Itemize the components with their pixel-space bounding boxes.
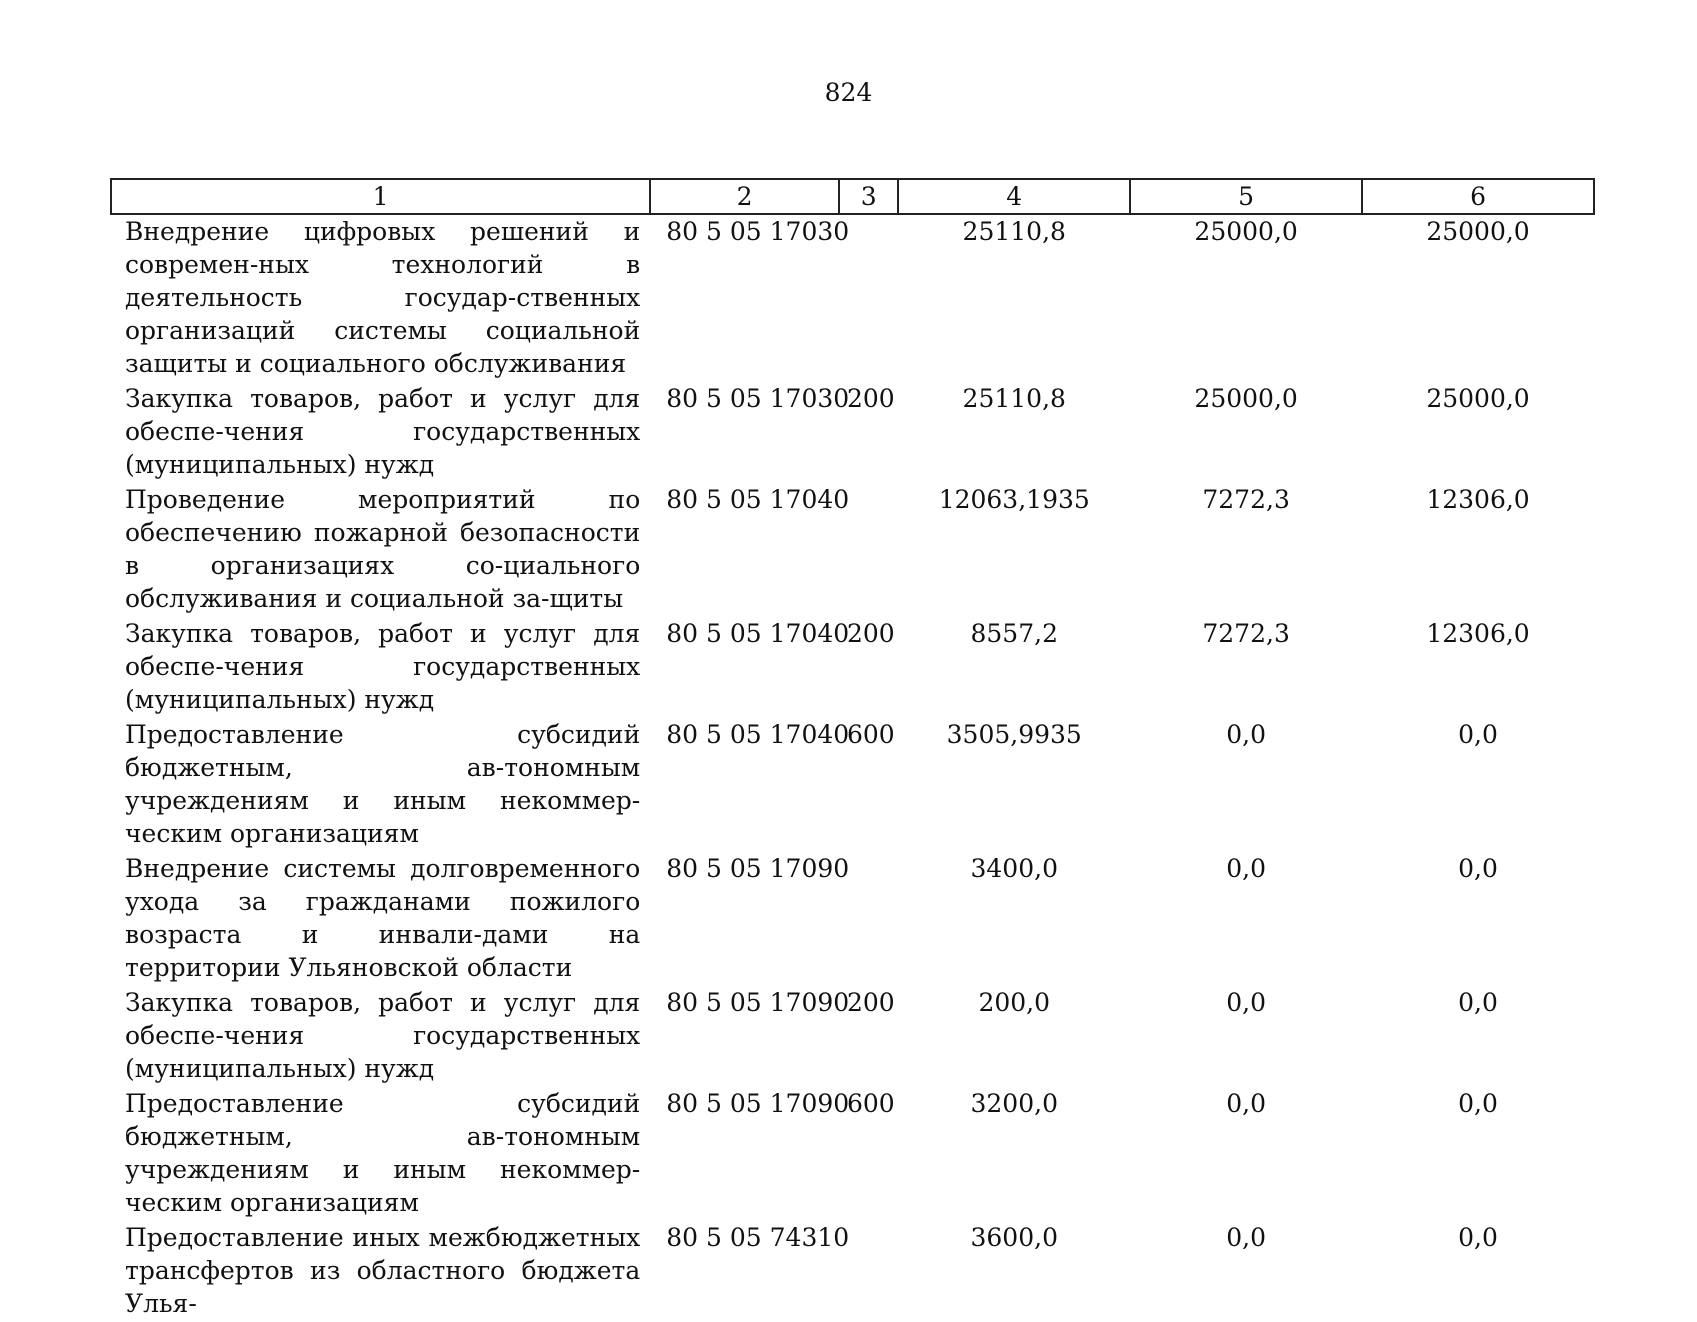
row-description: Предоставление субсидий бюджетным, ав-тономным учреждениям и иным некоммер-ческим организациям bbox=[125, 720, 641, 848]
table-row bbox=[111, 986, 1594, 1087]
row-value-6: 12306,0 bbox=[1426, 619, 1530, 648]
row-value-6: 0,0 bbox=[1458, 720, 1498, 749]
row-value-4: 25110,8 bbox=[962, 384, 1066, 413]
row-value-4: 3505,9935 bbox=[946, 720, 1082, 749]
table-row bbox=[111, 1221, 1594, 1322]
row-code: 80 5 05 17040 bbox=[666, 720, 850, 749]
row-value-4: 3400,0 bbox=[970, 854, 1058, 883]
row-value-6: 12306,0 bbox=[1426, 485, 1530, 514]
column-header: 1 bbox=[111, 179, 650, 214]
row-description: Внедрение системы долговременного ухода за гражданами пожилого возраста и инвали-дами на территории Ульяновской области bbox=[125, 854, 641, 982]
column-header: 5 bbox=[1130, 179, 1362, 214]
row-value-6: 0,0 bbox=[1458, 988, 1498, 1017]
row-value-6: 25000,0 bbox=[1426, 217, 1530, 246]
row-code: 80 5 05 17030 bbox=[666, 217, 850, 246]
row-value-5: 0,0 bbox=[1226, 720, 1266, 749]
row-code: 80 5 05 17090 bbox=[666, 854, 850, 883]
row-description: Закупка товаров, работ и услуг для обеспе-чения государственных (муниципальных) нужд bbox=[125, 988, 641, 1083]
row-value-5: 0,0 bbox=[1226, 1089, 1266, 1118]
table-row bbox=[111, 617, 1594, 718]
column-header: 3 bbox=[839, 179, 898, 214]
row-value-4: 12063,1935 bbox=[938, 485, 1090, 514]
table-row bbox=[111, 852, 1594, 986]
row-description: Предоставление иных межбюджетных трансфертов из областного бюджета Улья- bbox=[125, 1223, 641, 1318]
column-header: 2 bbox=[650, 179, 839, 214]
row-code: 80 5 05 17040 bbox=[666, 619, 850, 648]
table-header-row bbox=[111, 179, 1594, 214]
row-value-6: 0,0 bbox=[1458, 1089, 1498, 1118]
row-description: Проведение мероприятий по обеспечению пожарной безопасности в организациях со-циального обслуживания и социальной за-щиты bbox=[125, 485, 641, 613]
row-value-4: 8557,2 bbox=[970, 619, 1058, 648]
budget-table bbox=[110, 178, 1595, 1322]
row-type: 600 bbox=[847, 1089, 895, 1118]
row-description: Закупка товаров, работ и услуг для обеспе-чения государственных (муниципальных) нужд bbox=[125, 384, 641, 479]
row-code: 80 5 05 17040 bbox=[666, 485, 850, 514]
column-header: 4 bbox=[898, 179, 1130, 214]
table-row bbox=[111, 483, 1594, 617]
budget-table-container bbox=[110, 178, 1595, 1322]
row-value-5: 0,0 bbox=[1226, 1223, 1266, 1252]
row-code: 80 5 05 74310 bbox=[666, 1223, 850, 1252]
row-code: 80 5 05 17030 bbox=[666, 384, 850, 413]
row-description: Внедрение цифровых решений и современ-ных технологий в деятельность государ-ственных организаций системы социальной защиты и социального обслуживания bbox=[125, 217, 641, 378]
row-description: Закупка товаров, работ и услуг для обеспе-чения государственных (муниципальных) нужд bbox=[125, 619, 641, 714]
row-value-5: 25000,0 bbox=[1194, 217, 1298, 246]
row-value-6: 0,0 bbox=[1458, 854, 1498, 883]
column-header: 6 bbox=[1362, 179, 1594, 214]
row-type: 200 bbox=[847, 619, 895, 648]
row-value-5: 7272,3 bbox=[1202, 619, 1290, 648]
row-code: 80 5 05 17090 bbox=[666, 988, 850, 1017]
table-row bbox=[111, 718, 1594, 852]
row-description: Предоставление субсидий бюджетным, ав-тономным учреждениям и иным некоммер-ческим организациям bbox=[125, 1089, 641, 1217]
page-number: 824 bbox=[824, 78, 873, 107]
row-value-6: 25000,0 bbox=[1426, 384, 1530, 413]
row-value-5: 0,0 bbox=[1226, 988, 1266, 1017]
row-value-4: 200,0 bbox=[978, 988, 1051, 1017]
row-code: 80 5 05 17090 bbox=[666, 1089, 850, 1118]
row-value-5: 25000,0 bbox=[1194, 384, 1298, 413]
row-value-4: 3600,0 bbox=[970, 1223, 1058, 1252]
table-row bbox=[111, 382, 1594, 483]
row-type: 200 bbox=[847, 384, 895, 413]
row-value-5: 0,0 bbox=[1226, 854, 1266, 883]
row-value-4: 3200,0 bbox=[970, 1089, 1058, 1118]
table-row bbox=[111, 1087, 1594, 1221]
row-value-5: 7272,3 bbox=[1202, 485, 1290, 514]
row-value-4: 25110,8 bbox=[962, 217, 1066, 246]
row-type: 600 bbox=[847, 720, 895, 749]
row-type: 200 bbox=[847, 988, 895, 1017]
row-value-6: 0,0 bbox=[1458, 1223, 1498, 1252]
table-row bbox=[111, 214, 1594, 382]
